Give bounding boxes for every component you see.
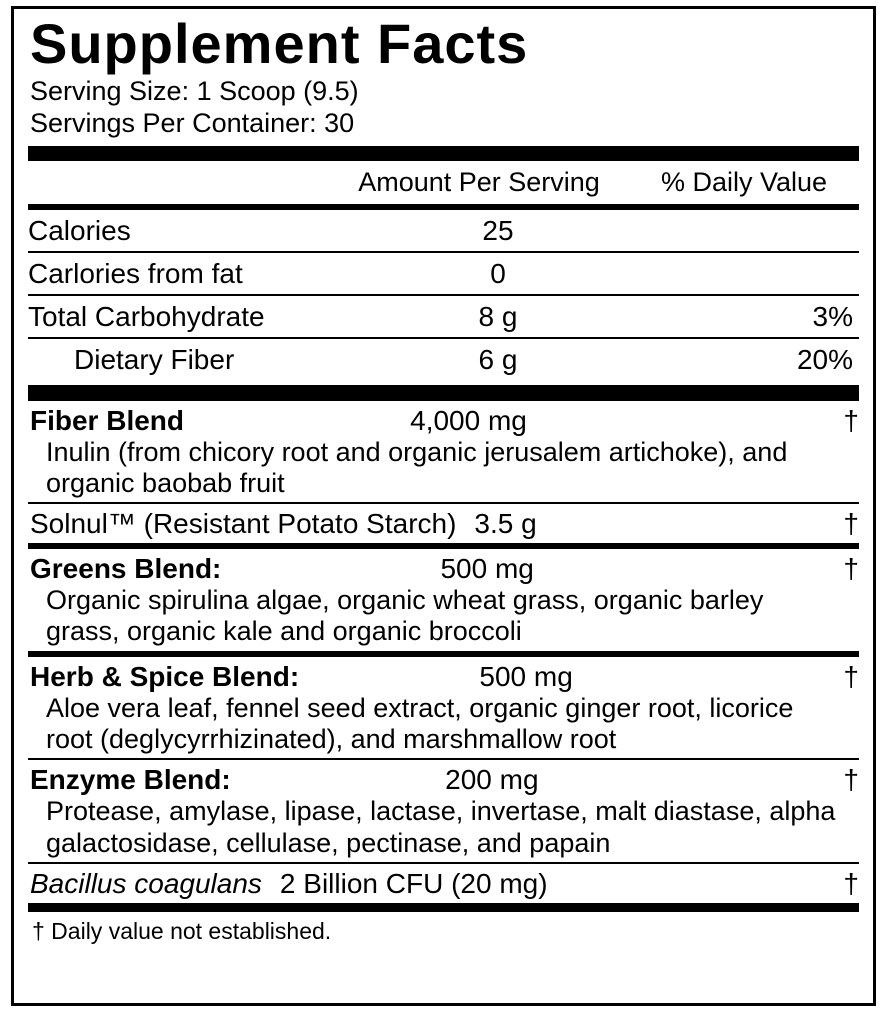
nutrient-amount: 0 [490, 257, 506, 289]
blend-daily-value: † [843, 553, 859, 585]
column-header-row [28, 161, 859, 204]
blend-row [28, 401, 859, 503]
serving-size-text: Serving Size: 1 Scoop (9.5) [30, 75, 359, 106]
table-row [28, 296, 859, 337]
blend-name: Enzyme Blend: [30, 764, 231, 796]
blend-name: Bacillus coagulans [30, 868, 262, 900]
table-row [28, 253, 859, 294]
nutrient-amount: 6 g [478, 343, 518, 375]
nutrient-name: Calories [28, 214, 131, 246]
nutrient-name: Total Carbohydrate [28, 300, 265, 332]
blend-description: Inulin (from chicory root and organic jerusalem artichoke), and organic baobab fruit [46, 436, 788, 498]
blend-amount: 2 Billion CFU (20 mg) [279, 868, 548, 900]
blend-amount: 3.5 g [474, 508, 537, 540]
table-row [28, 339, 859, 380]
blend-name: Fiber Blend [30, 404, 185, 436]
nutrient-name: Carlories from fat [28, 257, 243, 289]
nutrient-daily-value: 3% [812, 300, 853, 332]
nutrient-amount: 8 g [478, 300, 518, 332]
supplement-facts-panel [11, 6, 876, 1006]
nutrient-daily-value: 20% [796, 343, 853, 375]
blend-amount: 4,000 mg [410, 404, 527, 436]
blend-row [28, 760, 859, 862]
blend-row [28, 504, 859, 543]
blend-amount: 500 mg [479, 660, 573, 692]
header-amount-per-serving: Amount Per Serving [358, 166, 600, 197]
blend-name: Herb & Spice Blend: [30, 660, 300, 692]
nutrient-name: Dietary Fiber [74, 343, 235, 375]
blend-name: Solnul™ (Resistant Potato Starch) [30, 508, 457, 540]
blend-daily-value: † [843, 764, 859, 796]
blend-row [28, 657, 859, 759]
blend-description: Aloe vera leaf, fennel seed extract, organic ginger root, licorice root (deglycyrrhizinated), and marshmallow root [46, 692, 794, 755]
blend-description: Organic spirulina algae, organic wheat grass, organic barley grass, organic kale and organic broccoli [46, 585, 764, 647]
blend-amount: 500 mg [440, 553, 534, 585]
header-percent-daily-value: % Daily Value [660, 166, 828, 197]
divider-thick-mid [28, 385, 859, 401]
blend-row [28, 549, 859, 651]
footnote-text: † Daily value not established. [32, 918, 332, 945]
blend-daily-value: † [843, 508, 859, 540]
nutrient-amount: 25 [482, 214, 514, 246]
divider-thick-top [28, 146, 859, 161]
blend-daily-value: † [843, 868, 859, 900]
blend-name: Greens Blend: [30, 553, 222, 585]
table-row [28, 210, 859, 251]
page-title: Supplement Facts [30, 12, 529, 75]
divider-bottom [28, 903, 859, 912]
blend-daily-value: † [843, 660, 859, 692]
blend-amount: 200 mg [445, 764, 539, 796]
blend-description: Protease, amylase, lipase, lactase, invertase, malt diastase, alpha galactosidase, cellulase, pectinase, and papain [46, 796, 836, 858]
blend-row [28, 864, 859, 903]
blend-daily-value: † [843, 404, 859, 436]
servings-per-container-text: Servings Per Container: 30 [30, 107, 355, 138]
